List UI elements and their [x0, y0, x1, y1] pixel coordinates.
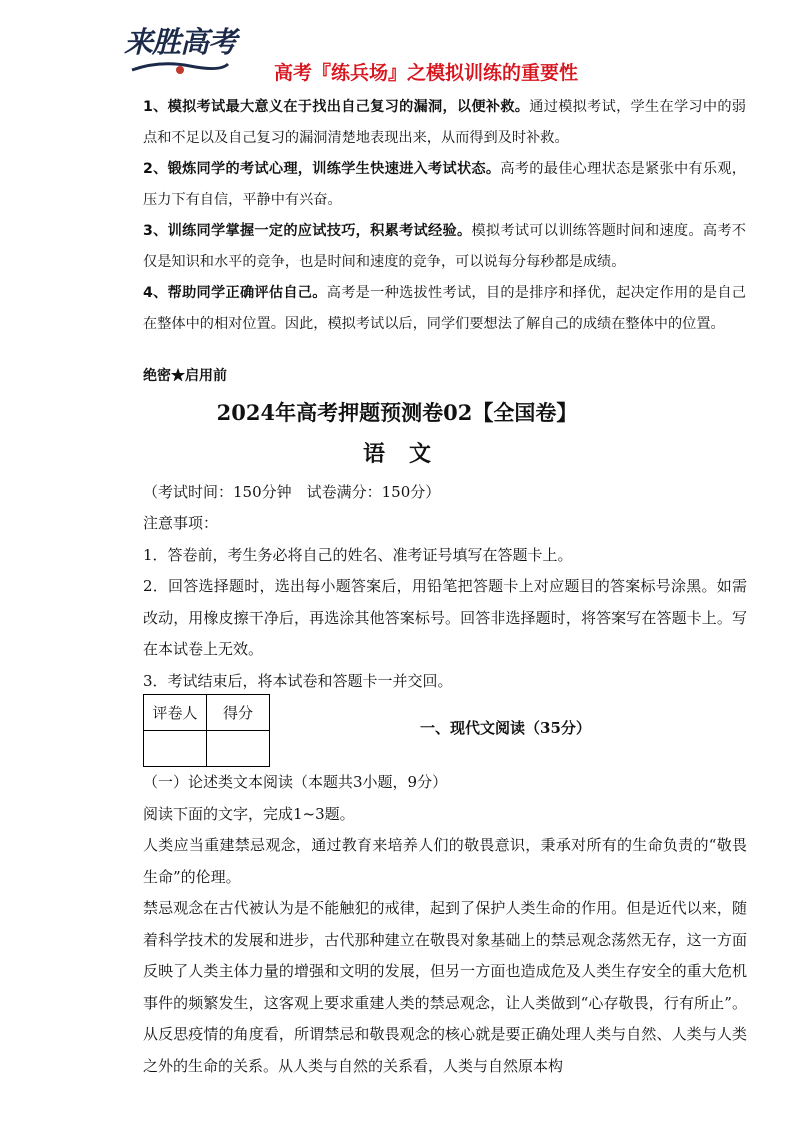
passage-paragraph: 禁忌观念在古代被认为是不能触犯的戒律，起到了保护人类生命的作用。但是近代以来，随着科学技术的发展和进步，古代那种建立在敬畏对象基础上的禁忌观念荡然无存，这一方面反映了人类主体力量的增强和文明的发展，但另一方面也造成危及人类生存安全的重大危机事件的频繁发生，这客观上要求重建人类的禁忌观念，让人类做到“心存敬畏，行有所止”。从反思疫情的角度看，所谓禁忌和敬畏观念的核心就是要正确处理人类与自然、人类与人类之外的生命的关系。从人类与自然的关系看，人类与自然原本构	[143, 899, 747, 1075]
notes-block	[143, 508, 747, 697]
tips-list	[143, 92, 746, 340]
subject-title: 语文	[362, 441, 455, 467]
note-item: 3．考试结束后，将本试卷和答题卡一并交回。	[143, 671, 453, 690]
score-cell	[207, 731, 270, 767]
tip-bold: 1、模拟考试最大意义在于找出自己复习的漏洞，以便补救。	[143, 99, 530, 115]
brush-stroke-icon	[130, 58, 230, 76]
logo-text: 来胜高考	[124, 25, 237, 59]
tip-item	[143, 278, 746, 340]
tip-text: 高考的最佳心理状态是紧张中有乐观，压力下有自信，平静中有兴奋。	[143, 161, 746, 208]
banner-title: 高考『练兵场』之模拟训练的重要性	[274, 62, 579, 84]
tip-item	[143, 154, 746, 216]
note-item: 2．回答选择题时，选出每小题答案后，用铅笔把答题卡上对应题目的答案标号涂黑。如需改动，用橡皮擦干净后，再选涂其他答案标号。回答非选择题时，将答案写在答题卡上。写在本试卷上无效。	[143, 577, 747, 658]
tip-item	[143, 216, 746, 278]
score-table	[143, 694, 270, 767]
reviewer-cell	[144, 731, 207, 767]
tip-bold: 4、帮助同学正确评估自己。	[143, 285, 327, 301]
reading-section	[143, 767, 747, 1082]
tip-bold: 3、训练同学掌握一定的应试技巧，积累考试经验。	[143, 223, 472, 239]
confidential-mark: 绝密★启用前	[143, 368, 227, 384]
tip-text: 高考是一种选拔性考试，目的是排序和择优，起决定作用的是自己在整体中的相对位置。因此，模拟考试以后，同学们要想法了解自己的成绩在整体中的位置。	[143, 285, 746, 332]
note-item: 1．答卷前，考生务必将自己的姓名、准考证号填写在答题卡上。	[143, 545, 573, 564]
exam-time-text: （考试时间：150分钟 试卷满分：150分）	[143, 483, 441, 501]
section-title: 一、现代文阅读（35分）	[420, 719, 591, 737]
reviewer-header: 评卷人	[144, 695, 207, 731]
passage-paragraph: 人类应当重建禁忌观念，通过教育来培养人们的敬畏意识，秉承对所有的生命负责的“敬畏生命”的伦理。	[143, 836, 747, 886]
brand-logo	[120, 18, 244, 84]
exam-time-info	[143, 477, 747, 509]
tip-item	[143, 92, 746, 154]
reading-instruction: 阅读下面的文字，完成1~3题。	[143, 804, 355, 823]
tip-bold: 2、锻炼同学的考试心理，训练学生快速进入考试状态。	[143, 161, 501, 177]
exam-title: 2024年高考押题预测卷02【全国卷】	[216, 400, 578, 425]
score-header: 得分	[207, 695, 270, 731]
notes-title: 注意事项：	[143, 514, 219, 532]
sub-section-title: （一）论述类文本阅读（本题共3小题，9分）	[143, 773, 448, 791]
tip-text: 模拟考试可以训练答题时间和速度。高考不仅是知识和水平的竞争，也是时间和速度的竞争，可以说每分每秒都是成绩。	[143, 223, 746, 270]
tip-text: 通过模拟考试，学生在学习中的弱点和不足以及自己复习的漏洞清楚地表现出来，从而得到及时补救。	[143, 99, 746, 146]
